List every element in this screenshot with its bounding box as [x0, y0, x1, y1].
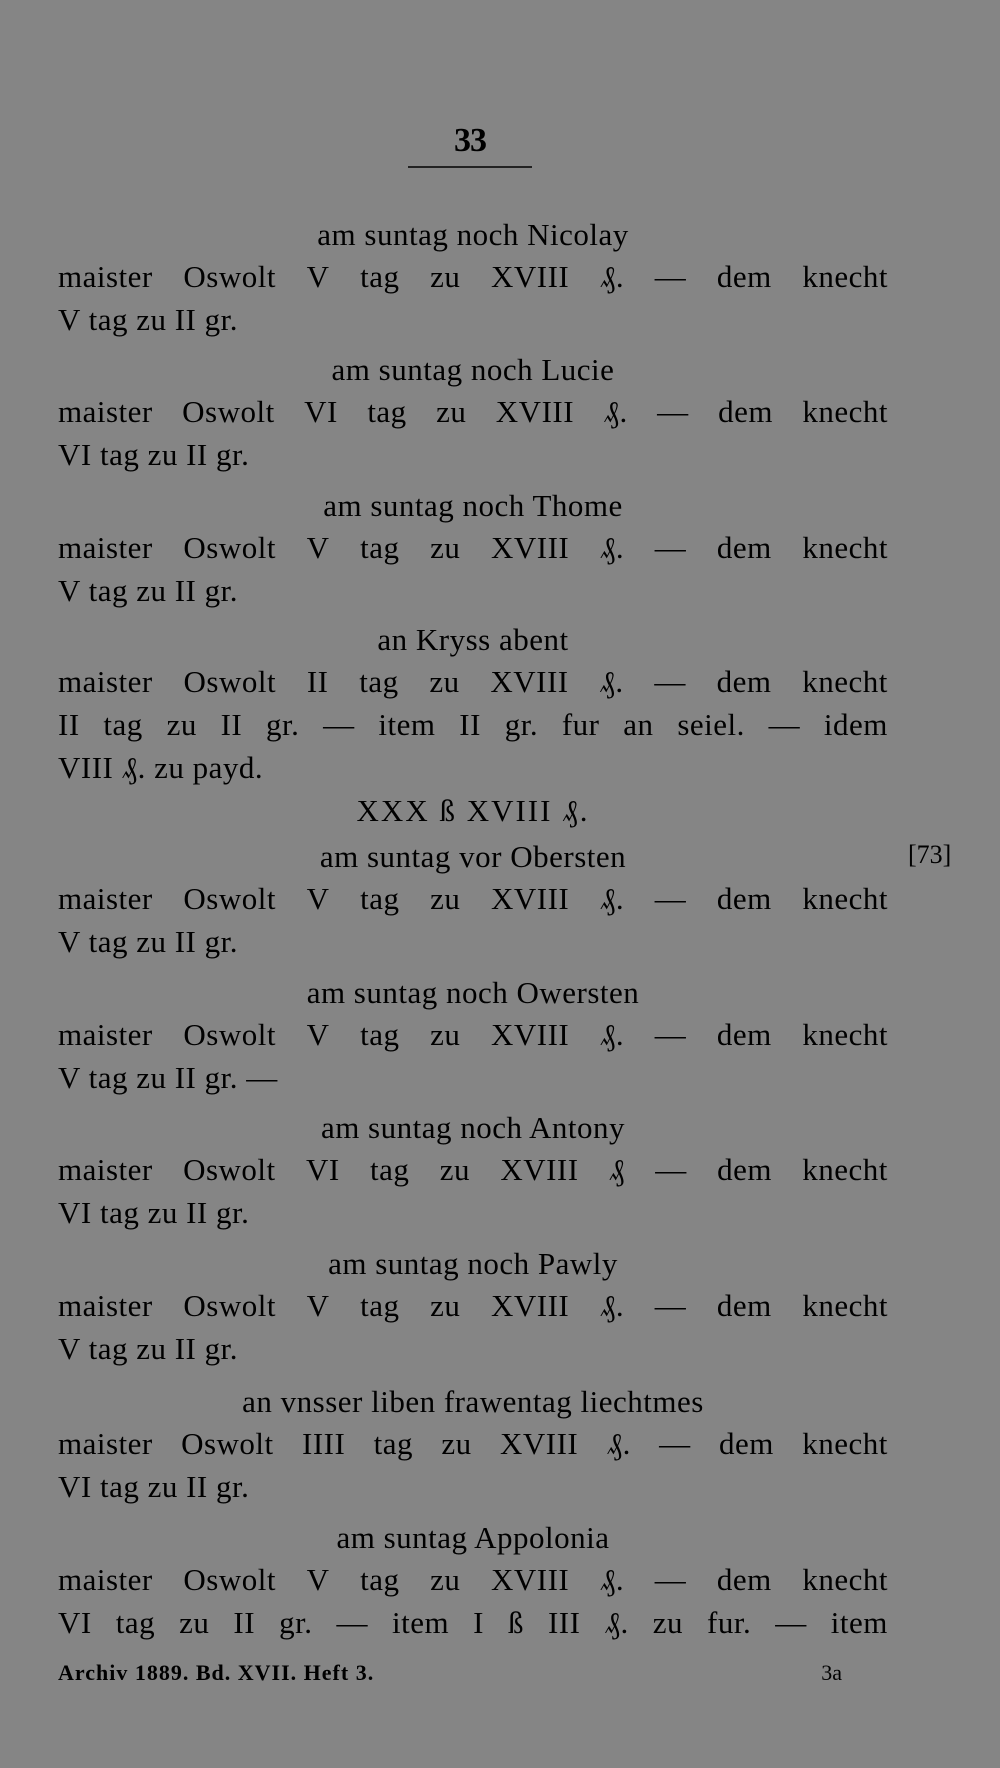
entry-line-wages-word: dem: [716, 1288, 772, 1323]
entry-line-wages-word: XVIII: [490, 881, 570, 916]
entry-line-wages-word: IIII: [302, 1426, 346, 1461]
entry-line-wages-word: dem: [716, 259, 772, 294]
entry-line-wages-word: tag: [360, 530, 400, 565]
footer-journal: Archiv 1889. Bd. XVII. Heft 3.: [58, 1660, 375, 1685]
entry-line-servant-word: idem: [823, 707, 888, 742]
entry-line-wages-word: knecht: [802, 1562, 888, 1597]
entry-line-servant: V tag zu II gr.: [58, 302, 238, 337]
entry-block: [58, 486, 888, 612]
entry-line-wages-word: tag: [360, 259, 400, 294]
entry-line-servant-word: tag: [115, 1605, 156, 1640]
entry-line-wages-word: XVIII: [490, 530, 570, 565]
entry-line-wages-word: ₰.: [599, 664, 624, 699]
entry-line-servant-word: —: [323, 707, 355, 742]
entry-line-wages-word: Oswolt: [183, 664, 277, 699]
entry-line-servant-word: I: [473, 1605, 484, 1640]
entry-line-wages-word: Oswolt: [183, 1152, 276, 1187]
entry-heading: am suntag noch Antony: [320, 1110, 626, 1145]
entry-line-wages-word: —: [654, 1017, 687, 1052]
entry-line-servant-word: tag: [103, 707, 143, 742]
page-number: 33: [454, 122, 486, 159]
entry-heading: am suntag noch Pawly: [328, 1246, 618, 1281]
entry-line-servant-word: —: [336, 1605, 368, 1640]
entry-line-wages-word: dem: [716, 881, 772, 916]
entry-line-wages: [58, 1013, 888, 1056]
entry-line-wages-word: V: [306, 1017, 330, 1052]
entry-line-servant-word: VI: [58, 1605, 92, 1640]
entry-line-wages-word: V: [306, 259, 330, 294]
entry-line-wages-word: maister: [58, 1426, 153, 1461]
entry-line-wages-word: tag: [360, 1288, 400, 1323]
entry-line-wages-word: XVIII: [490, 259, 570, 294]
entry-line-wages-word: tag: [367, 394, 407, 429]
entry-block: [58, 350, 888, 476]
entry-heading: am suntag noch Nicolay: [317, 217, 629, 252]
entry-line-servant-word: fur.: [707, 1605, 752, 1640]
entry-line-wages-word: XVIII: [490, 1017, 570, 1052]
entry-heading: am suntag noch Thome: [323, 488, 623, 523]
entry-line-wages-word: Oswolt: [183, 1017, 276, 1052]
entry-line-servant-word: zu: [652, 1605, 683, 1640]
entry-line-wages-word: dem: [719, 1426, 774, 1461]
entry-line-wages-word: zu: [430, 530, 461, 565]
entry-line-wages-word: zu: [430, 881, 461, 916]
entry-line-wages-word: zu: [439, 1152, 470, 1187]
entry-line-wages-word: maister: [58, 1288, 153, 1323]
entry-line-wages-word: maister: [58, 1152, 153, 1187]
entry-line-servant: V tag zu II gr.: [58, 573, 238, 608]
entry-block: [58, 1244, 888, 1370]
entry-line-wages-word: dem: [717, 1152, 772, 1187]
entry-line-servant-word: —: [768, 707, 801, 742]
entry-line-wages-word: knecht: [802, 259, 888, 294]
entry-line-wages-word: —: [657, 394, 689, 429]
entry-block: [58, 620, 888, 832]
entry-line-wages: [58, 1422, 888, 1465]
entry-line-wages-word: maister: [58, 394, 153, 429]
entry-line-servant-word: II: [220, 707, 243, 742]
entry-line-wages-word: XVIII: [490, 664, 569, 699]
entry-line-wages-word: XVIII: [499, 1426, 579, 1461]
entry-line-wages-word: V: [306, 1288, 330, 1323]
entry-line-wages-word: maister: [58, 881, 153, 916]
entry-line-wages: [58, 660, 888, 703]
entry-line-wages-word: ₰.: [603, 394, 628, 429]
entry-line-wages-word: II: [306, 664, 329, 699]
entry-line-wages-word: Oswolt: [183, 1562, 276, 1597]
entry-line-wages-word: knecht: [802, 1288, 888, 1323]
entry-line-wages-word: ₰.: [599, 1017, 625, 1052]
entry-line-wages-word: tag: [360, 1017, 400, 1052]
footer-signature: 3a: [821, 1660, 842, 1685]
entry-block: [58, 1518, 888, 1644]
page-footer: [58, 1660, 888, 1686]
entry-line-servant: [58, 703, 888, 746]
entry-line-wages-word: maister: [58, 1562, 153, 1597]
entry-line-wages-word: VI: [304, 394, 338, 429]
entry-line-servant: VI tag zu II gr.: [58, 1469, 250, 1504]
entry-line-wages-word: knecht: [802, 1152, 888, 1187]
entry-line-servant: V tag zu II gr.: [58, 924, 238, 959]
page-number-rule: [408, 166, 532, 168]
entry-line-wages-word: Oswolt: [182, 394, 275, 429]
entry-line-wages-word: V: [306, 530, 330, 565]
entry-line-wages-word: maister: [58, 1017, 153, 1052]
entry-line-wages: [58, 1284, 888, 1327]
entry-line-wages-word: knecht: [802, 1426, 888, 1461]
entry-line-wages-word: —: [659, 1426, 691, 1461]
entry-heading: am suntag vor Obersten: [319, 839, 627, 874]
entry-line-wages-word: zu: [430, 259, 461, 294]
entry-line-wages-word: XVIII: [495, 394, 575, 429]
entry-line-wages: [58, 1148, 888, 1191]
entry-line-wages-word: dem: [716, 530, 772, 565]
entry-line-wages: [58, 877, 888, 920]
entry-line-wages-word: tag: [370, 1152, 410, 1187]
entry-heading: an vnsser liben frawentag liechtmes: [242, 1384, 704, 1419]
entry-line-wages: [58, 390, 888, 433]
entry-block: [58, 1108, 888, 1234]
entry-block: [58, 837, 888, 963]
entry-line-servant-word: item: [830, 1605, 888, 1640]
entry-heading: an Kryss abent: [377, 622, 569, 657]
entry-line-wages-word: —: [654, 1562, 687, 1597]
entry-line-servant-word: zu: [179, 1605, 210, 1640]
entry-line-servant-word: fur: [561, 707, 600, 742]
entry-line-wages-word: knecht: [802, 881, 888, 916]
entry-line-servant-word: item: [378, 707, 436, 742]
entry-line-wages-word: Oswolt: [183, 530, 276, 565]
entry-line-wages-word: dem: [718, 394, 773, 429]
entry-line-wages-word: tag: [359, 664, 399, 699]
entry-line-wages-word: VI: [305, 1152, 340, 1187]
entry-line-servant: VI tag zu II gr.: [58, 437, 250, 472]
entry-line-wages-word: V: [306, 881, 330, 916]
entry-line-wages-word: maister: [58, 664, 153, 699]
entry-line-wages-word: dem: [716, 1562, 772, 1597]
entry-line-servant-word: ß: [507, 1605, 524, 1640]
entry-line-wages-word: knecht: [802, 1017, 888, 1052]
entry-line-wages-word: XVIII: [490, 1288, 570, 1323]
entry-line-wages-word: ₰.: [606, 1426, 631, 1461]
entry-line-servant-word: gr.: [266, 707, 300, 742]
entry-line-wages-word: ₰.: [599, 259, 625, 294]
entry-line-wages-word: ₰: [608, 1152, 625, 1187]
entry-heading: am suntag noch Lucie: [331, 352, 615, 387]
entry-line-servant-word: an: [623, 707, 654, 742]
entry-line-wages-word: tag: [373, 1426, 414, 1461]
entry-line-wages: [58, 1558, 888, 1601]
entry-line-wages-word: ₰.: [599, 881, 625, 916]
entry-line-wages-word: Oswolt: [181, 1426, 274, 1461]
entry-line-wages-word: tag: [360, 1562, 400, 1597]
entry-line-wages-word: V: [306, 1562, 330, 1597]
entry-line-wages-word: dem: [716, 1017, 772, 1052]
entry-line-servant-word: II: [459, 707, 481, 742]
entry-line-wages-word: —: [654, 259, 687, 294]
entry-line-wages-word: —: [654, 664, 686, 699]
entry-line-servant-word: II: [233, 1605, 256, 1640]
entry-line-wages-word: Oswolt: [183, 259, 276, 294]
entry-line-wages-word: zu: [429, 664, 460, 699]
entry-line-wages-word: —: [655, 1152, 687, 1187]
entry-line-wages-word: knecht: [802, 530, 888, 565]
entry-line-wages-word: —: [654, 881, 687, 916]
entry-block: [58, 215, 888, 341]
entry-line-servant: [58, 1601, 888, 1644]
entry-line-servant-word: seiel.: [677, 707, 745, 742]
entry-line-servant-word: —: [775, 1605, 807, 1640]
entry-line-wages-word: —: [654, 1288, 687, 1323]
entry-block: [58, 973, 888, 1099]
entry-line-wages-word: zu: [436, 394, 467, 429]
entry-line-servant-word: gr.: [504, 707, 539, 742]
entry-line-servant-word: gr.: [279, 1605, 313, 1640]
entry-line-wages-word: maister: [58, 530, 153, 565]
entry-line-wages-word: dem: [716, 664, 772, 699]
entry-line-servant: VI tag zu II gr.: [58, 1195, 250, 1230]
entry-line-servant: V tag zu II gr.: [58, 1331, 238, 1366]
entry-line-wages-word: zu: [441, 1426, 472, 1461]
entry-line-wages-word: Oswolt: [183, 1288, 276, 1323]
entry-line-wages: [58, 255, 888, 298]
entry-line-servant-word: item: [391, 1605, 450, 1640]
entry-heading: am suntag Appolonia: [336, 1520, 610, 1555]
entry-line-wages-word: zu: [430, 1288, 461, 1323]
entry-line-extra: VIII ₰. zu payd.: [58, 750, 264, 785]
entry-line-wages-word: ₰.: [599, 1562, 625, 1597]
entry-line-wages-word: Oswolt: [183, 881, 276, 916]
entry-line-wages-word: ₰.: [599, 1288, 625, 1323]
entry-line-wages-word: XVIII: [490, 1562, 570, 1597]
entry-line-wages-word: knecht: [802, 394, 888, 429]
entry-block: [58, 1382, 888, 1508]
entry-line-wages-word: maister: [58, 259, 153, 294]
entry-line-wages-word: zu: [430, 1562, 461, 1597]
entry-line-servant-word: III: [547, 1605, 581, 1640]
entry-line-wages-word: XVIII: [500, 1152, 579, 1187]
entry-line-wages-word: —: [654, 530, 687, 565]
entry-total: XXX ß XVIII ₰.: [356, 793, 590, 828]
margin-note: [73]: [908, 840, 952, 869]
entry-line-servant-word: ₰.: [604, 1605, 629, 1640]
entry-line-wages-word: zu: [430, 1017, 461, 1052]
entry-line-servant: V tag zu II gr. —: [58, 1060, 278, 1095]
entry-line-wages-word: knecht: [802, 664, 888, 699]
entry-line-servant-word: II: [58, 707, 80, 742]
entry-line-wages-word: tag: [360, 881, 400, 916]
entry-heading: am suntag noch Owersten: [306, 975, 640, 1010]
entry-line-wages-word: ₰.: [599, 530, 625, 565]
entry-line-servant-word: zu: [166, 707, 197, 742]
entry-line-wages: [58, 526, 888, 569]
